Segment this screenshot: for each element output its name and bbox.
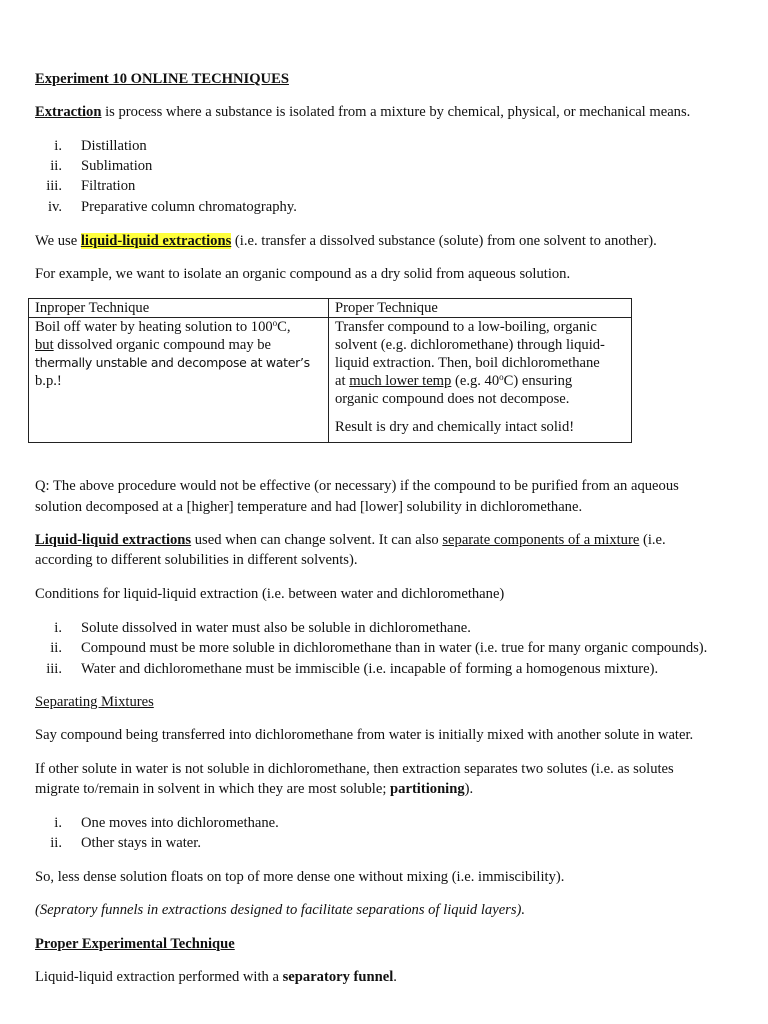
lle-highlight: liquid-liquid extractions [80, 233, 232, 249]
table-cell-improper: Boil off water by heating solution to 100$^o$C, but dissolved organic compound may be thermally unstable and decompose at water’s b.p.! [29, 318, 329, 443]
question-line-2: solution decomposed at a [higher] temperature and had [lower] solubility in dichloromethane. [35, 499, 583, 515]
last-paragraph: Liquid-liquid extraction performed with a separatory funnel. [35, 969, 397, 985]
so-paragraph: So, less dense solution floats on top of more dense one without mixing (i.e. immiscibility). [35, 869, 565, 885]
lle-paragraph-line-2: according to different solubilities in different solvents). [35, 552, 358, 568]
conditions-intro: Conditions for liquid-liquid extraction (i.e. between water and dichloromethane) [35, 586, 505, 602]
we-use-paragraph: We use liquid-liquid extractions (i.e. transfer a dissolved substance (solute) from one solvent to another). [35, 233, 657, 249]
example-paragraph: For example, we want to isolate an organic compound as a dry solid from aqueous solution. [35, 266, 571, 282]
question-line-1: Q: The above procedure would not be effective (or necessary) if the compound to be purified from an aqueous [35, 478, 679, 494]
table-row [29, 318, 632, 443]
separating-heading: Separating Mixtures [35, 694, 154, 710]
table-header-improper: Inproper Technique [29, 299, 329, 318]
extraction-term: Extraction [35, 104, 102, 120]
document-page: Experiment 10 ONLINE TECHNIQUES Extraction is process where a substance is isolated from a mixture by chemical, physical, or mechanical means. i. Distillation ii. Sublimation iii. Filtration iv. Preparative column chromatography. We use liquid-liquid extractions (i.e. transfer a dissolved substance (solute) from one solvent to another). For example, we want to isolate an organic compound as a dry solid from aqueous solution. Inproper Technique Proper Technique Boil off water by heating solution to 100$^o$C, but dissolved organic compound may be thermally unstable and decompose at water’s b.p.! Transfer compound to a low-boiling, organic solvent (e.g. dichloromethane) through liquid- liquid extraction. Then, boil dichloromethane at much lower temp (e.g. 40$^o$C) ensuring organic compound does not decompose. Result is dry and chemically intact solid! Q: The above procedure would not be effective (or necessary) if the compound to be purified from an aqueous solution decomposed at a [higher] temperature and had [lower] solubility in dichloromethane. Liquid-liquid extractions used when can change solvent. It can also separate components of a mixture (i.e. according to different solubilities in different solvents). Conditions for liquid-liquid extraction (i.e. between water and dichloromethane) i. Solute dissolved in water must also be soluble in dichloromethane. ii. Compound must be more soluble in dichloromethane than in water (i.e. true for many organic compounds). iii. Water and dichloromethane must be immiscible (i.e. incapable of forming a homogenous mixture). Separating Mixtures Say compound being transferred into dichloromethane from water is initially mixed with another solute in water. If other solute in water is not soluble in dichloromethane, then extraction separates two solutes (i.e. as solutes migrate to/remain in solvent in which they are most soluble; partitioning). i. One moves into dichloromethane. ii. Other stays in water. So, less dense solution floats on top of more dense one without mixing (i.e. immiscibility). (Sepratory funnels in extractions designed to facilitate separations of liquid layers). Proper Experimental Technique Liquid-liquid extraction performed with a separatory funnel. [0, 0, 768, 1024]
lle-paragraph-line-1: Liquid-liquid extractions used when can change solvent. It can also separate components of a mixture (i.e. [35, 532, 666, 548]
proper-technique-heading: Proper Experimental Technique [35, 936, 235, 952]
table-header-row [29, 299, 632, 318]
page-title: Experiment 10 ONLINE TECHNIQUES [35, 71, 289, 87]
table-cell-proper: Transfer compound to a low-boiling, organic solvent (e.g. dichloromethane) through liquid- liquid extraction. Then, boil dichloromethane at much lower temp (e.g. 40$^o$C) ensuring organic compound does not decompose. Result is dry and chemically intact solid! [329, 318, 632, 443]
italic-note: (Sepratory funnels in extractions designed to facilitate separations of liquid layers). [35, 902, 526, 918]
table-header-proper: Proper Technique [329, 299, 632, 318]
say-paragraph: Say compound being transferred into dichloromethane from water is initially mixed with another solute in water. [35, 727, 694, 743]
extraction-definition [35, 103, 690, 122]
technique-table [28, 298, 632, 443]
other-paragraph-line-1: If other solute in water is not soluble in dichloromethane, then extraction separates two solutes (i.e. as solutes [35, 761, 674, 777]
extraction-definition-text: is process where a substance is isolated from a mixture by chemical, physical, or mechanical means. [101, 104, 691, 120]
other-paragraph-line-2: migrate to/remain in solvent in which they are most soluble; partitioning). [35, 781, 474, 797]
